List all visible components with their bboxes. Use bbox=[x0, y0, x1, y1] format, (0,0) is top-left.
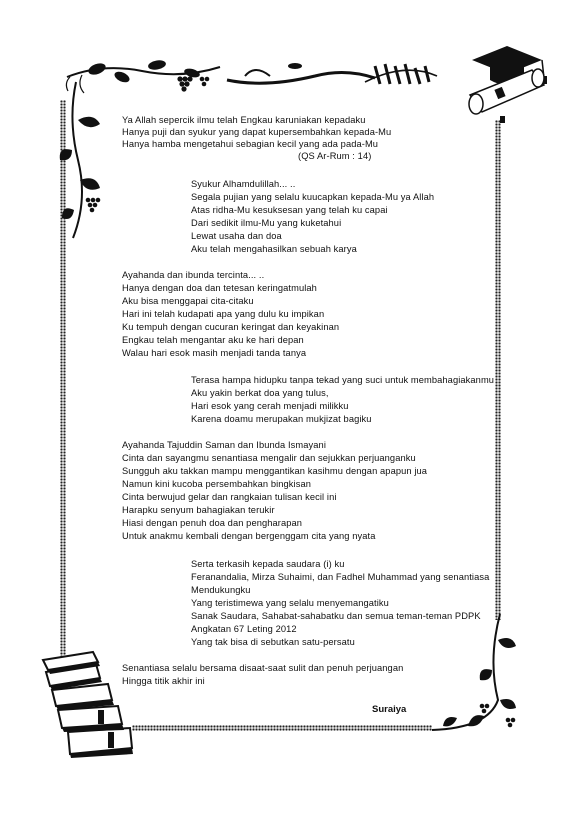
poem-line: Lewat usaha dan doa bbox=[191, 231, 282, 241]
poem-line: Hanya hamba mengetahui sebagian kecil yang ada pada-Mu bbox=[122, 139, 379, 149]
author-signature: Suraiya bbox=[372, 704, 407, 715]
poem-line: Serta terkasih kepada saudara (i) ku bbox=[191, 559, 345, 569]
poem-line: Hiasi dengan penuh doa dan pengharapan bbox=[122, 518, 303, 528]
poem-line: Hanya puji dan syukur yang dapat kupersembahkan kepada-Mu bbox=[122, 127, 392, 137]
poem-line: Aku telah mengahasilkan sebuah karya bbox=[191, 244, 357, 254]
poem-line: Ayahanda Tajuddin Saman dan Ibunda Ismayani bbox=[122, 440, 326, 450]
poem-line: Mendukungku bbox=[191, 585, 251, 595]
poem-line: Hingga titik akhir ini bbox=[122, 676, 205, 686]
poem-line: Cinta dan sayangmu senantiasa mengalir dan sejukkan perjuanganku bbox=[122, 453, 416, 463]
poem-line: Sungguh aku takkan mampu menggantikan kasihmu dengan apapun jua bbox=[122, 466, 428, 476]
poem-line: Yang teristimewa yang selalu menyemangatiku bbox=[191, 598, 389, 608]
poem-line: Angkatan 67 Leting 2012 bbox=[191, 624, 297, 634]
poem-line: Feranandalia, Mirza Suhaimi, dan Fadhel Muhammad yang senantiasa bbox=[191, 572, 490, 582]
poem-line: Untuk anakmu kembali dengan bergenggam cita yang nyata bbox=[122, 531, 376, 541]
poem-line: Atas ridha-Mu kesuksesan yang telah ku capai bbox=[191, 205, 388, 215]
poem-line: Aku bisa menggapai cita-citaku bbox=[122, 296, 254, 306]
poem-line: Ya Allah sepercik ilmu telah Engkau karuniakan kepadaku bbox=[122, 115, 366, 125]
poem-line: Segala pujian yang selalu kuucapkan kepada-Mu ya Allah bbox=[191, 192, 435, 202]
poem-line: Karena doamu merupakan mukjizat bagiku bbox=[191, 414, 372, 424]
poem-line: Hari esok yang cerah menjadi milikku bbox=[191, 401, 349, 411]
poem-line: Cinta berwujud gelar dan rangkaian tulisan kecil ini bbox=[122, 492, 337, 502]
poem-line: Hanya dengan doa dan tetesan keringatmulah bbox=[122, 283, 317, 293]
poem-line: Ayahanda dan ibunda tercinta... .. bbox=[122, 270, 265, 280]
poem-line: Terasa hampa hidupku tanpa tekad yang suci untuk membahagiakanmu bbox=[191, 375, 495, 385]
quran-citation: (QS Ar-Rum : 14) bbox=[298, 151, 372, 161]
poem-line: Senantiasa selalu bersama disaat-saat sulit dan penuh perjuangan bbox=[122, 663, 404, 673]
poem-line: Aku yakin berkat doa yang tulus, bbox=[191, 388, 329, 398]
poem-line: Harapku senyum bahagiakan terukir bbox=[122, 505, 275, 515]
poem-line: Syukur Alhamdulillah... .. bbox=[191, 179, 296, 189]
poem-line: Ku tempuh dengan cucuran keringat dan keyakinan bbox=[122, 322, 340, 332]
poem-line: Namun kini kucoba persembahkan bingkisan bbox=[122, 479, 312, 489]
poem-line: Hari ini telah kudapati apa yang dulu ku impikan bbox=[122, 309, 325, 319]
poem-line: Walau hari esok masih menjadi tanda tanya bbox=[122, 348, 307, 358]
poem-line: Engkau telah mengantar aku ke hari depan bbox=[122, 335, 304, 345]
poem-line: Yang tak bisa di sebutkan satu-persatu bbox=[191, 637, 355, 647]
poem-line: Sanak Saudara, Sahabat-sahabatku dan semua teman-teman PDPK bbox=[191, 611, 481, 621]
poem-line: Dari sedikit ilmu-Mu yang kuketahui bbox=[191, 218, 342, 228]
